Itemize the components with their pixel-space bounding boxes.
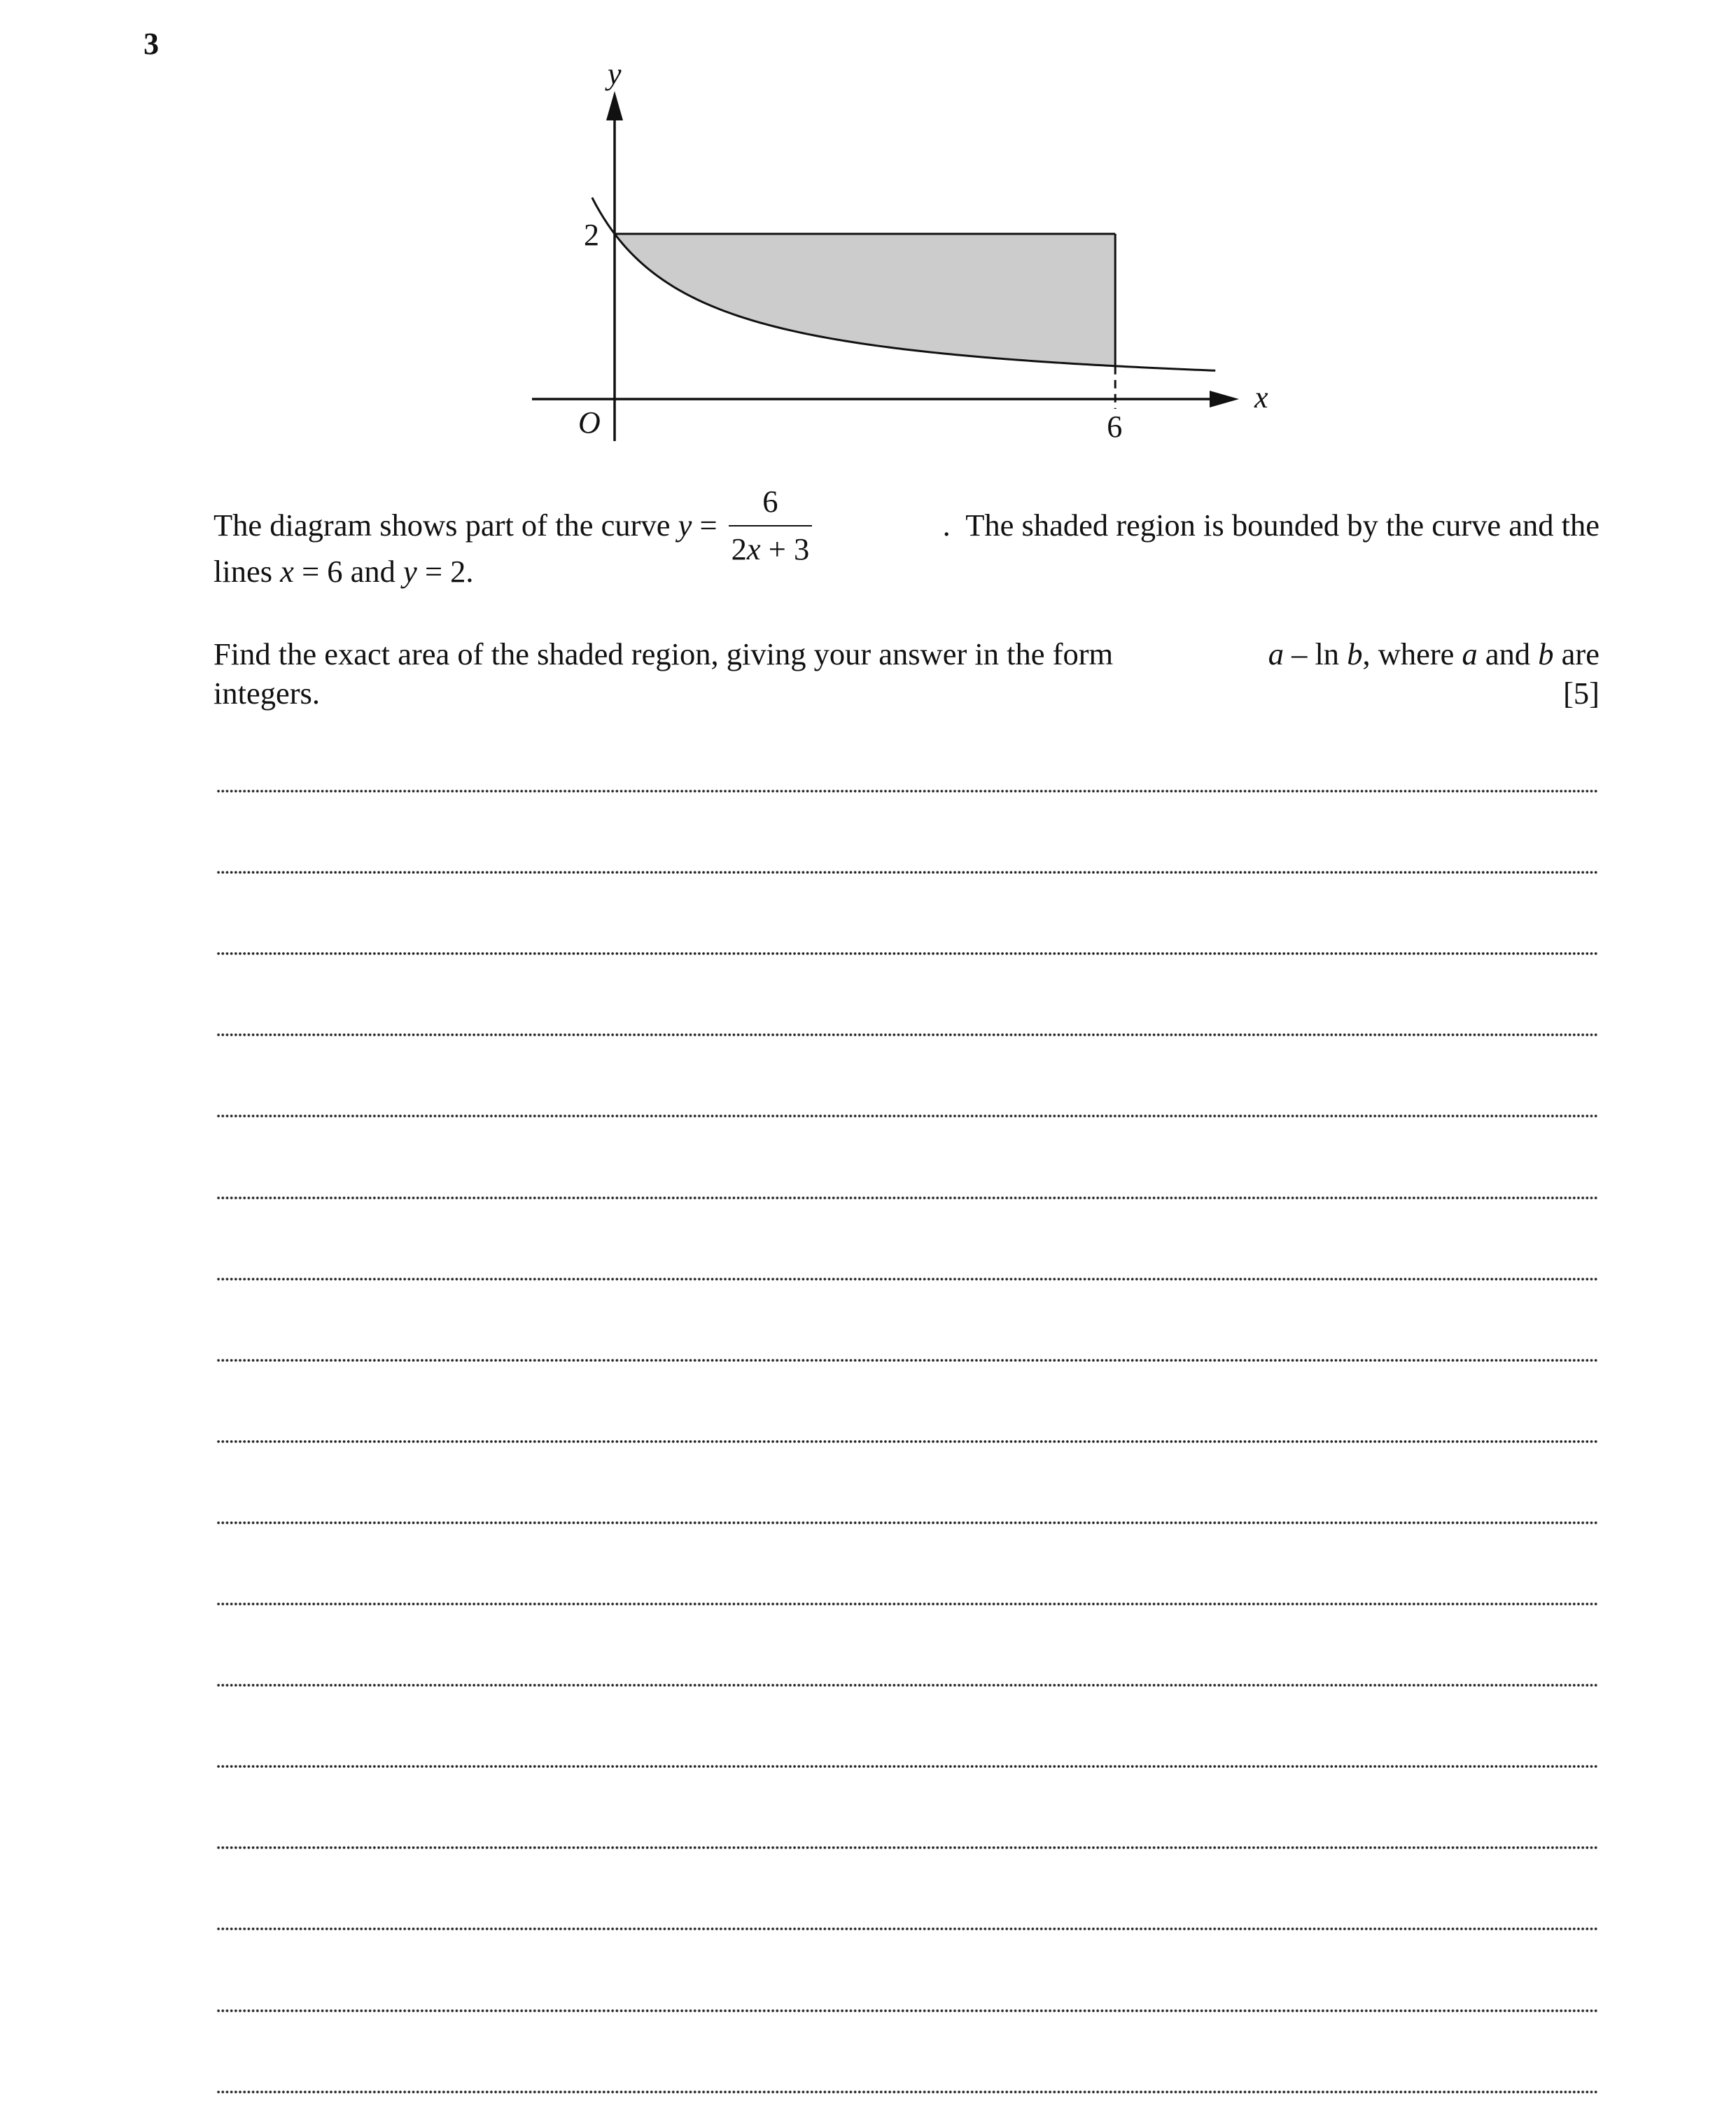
answer-line[interactable] xyxy=(216,790,1598,793)
answer-line[interactable] xyxy=(216,1603,1598,1605)
var-y: y xyxy=(678,508,692,543)
instr-text-d: and xyxy=(1477,636,1539,671)
var-y-2: y xyxy=(403,554,417,589)
stem-text-d: = 6 and xyxy=(293,554,404,589)
answer-line[interactable] xyxy=(216,1927,1598,1930)
answer-line[interactable] xyxy=(216,1197,1598,1199)
answer-line[interactable] xyxy=(216,1359,1598,1362)
fraction-denominator xyxy=(729,526,813,565)
instr-text-f: integers. xyxy=(214,676,320,711)
diagram-svg xyxy=(518,56,1316,476)
x-axis-arrowhead xyxy=(1210,391,1239,407)
instruction-line-2 xyxy=(214,674,1600,713)
stem-text-c: lines xyxy=(214,554,281,589)
instr-text-e: are xyxy=(1553,636,1600,671)
answer-line[interactable] xyxy=(216,1115,1598,1117)
answer-line[interactable] xyxy=(216,1033,1598,1036)
shaded-region xyxy=(615,234,1115,366)
instruction-line-1 xyxy=(214,634,1600,674)
answer-line[interactable] xyxy=(216,1846,1598,1849)
stem-text-lead xyxy=(214,505,718,545)
equals-sign: = xyxy=(692,508,718,543)
y-axis-arrowhead xyxy=(606,91,623,120)
question-stem xyxy=(214,483,1600,591)
den-coef: 2 xyxy=(731,531,747,566)
answer-line[interactable] xyxy=(216,2091,1598,2093)
x-tick-label: 6 xyxy=(1107,410,1123,444)
den-rest: + 3 xyxy=(760,531,810,566)
question-instruction xyxy=(214,634,1600,713)
fraction-numerator: 6 xyxy=(762,483,778,519)
answer-line[interactable] xyxy=(216,1278,1598,1281)
question-number: 3 xyxy=(144,27,159,61)
fraction xyxy=(729,483,813,566)
den-var-x: x xyxy=(746,531,761,566)
stem-text-e: = 2. xyxy=(416,554,474,589)
answer-line[interactable] xyxy=(216,1765,1598,1768)
answer-line[interactable] xyxy=(216,952,1598,955)
stem-line-1 xyxy=(214,483,1600,566)
answer-line[interactable] xyxy=(216,2009,1598,2012)
origin-label: O xyxy=(578,405,601,440)
instr-form xyxy=(1268,634,1600,674)
var-b: b xyxy=(1347,636,1363,671)
x-axis-label: x xyxy=(1254,380,1268,414)
answer-line[interactable] xyxy=(216,871,1598,874)
var-x: x xyxy=(280,554,294,589)
curve-diagram xyxy=(518,56,1316,476)
answer-line[interactable] xyxy=(216,1521,1598,1524)
answer-line[interactable] xyxy=(216,1440,1598,1443)
instr-text-a: Find the exact area of the shaded region, giving your answer in the form xyxy=(214,636,1121,671)
var-b-2: b xyxy=(1538,636,1554,671)
y-axis-label: y xyxy=(608,57,622,91)
stem-line-2 xyxy=(214,552,1600,591)
instr-text-c: , where xyxy=(1362,636,1462,671)
stem-text-a: The diagram shows part of the curve xyxy=(214,508,678,543)
instr-text-b: – ln xyxy=(1283,636,1348,671)
var-a: a xyxy=(1268,636,1284,671)
y-tick-label: 2 xyxy=(584,218,599,252)
stem-text-b: . The shaded region is bounded by the curve and the xyxy=(942,508,1600,543)
answer-line[interactable] xyxy=(216,1684,1598,1687)
var-a-2: a xyxy=(1462,636,1478,671)
marks-label: [5] xyxy=(1563,676,1600,711)
